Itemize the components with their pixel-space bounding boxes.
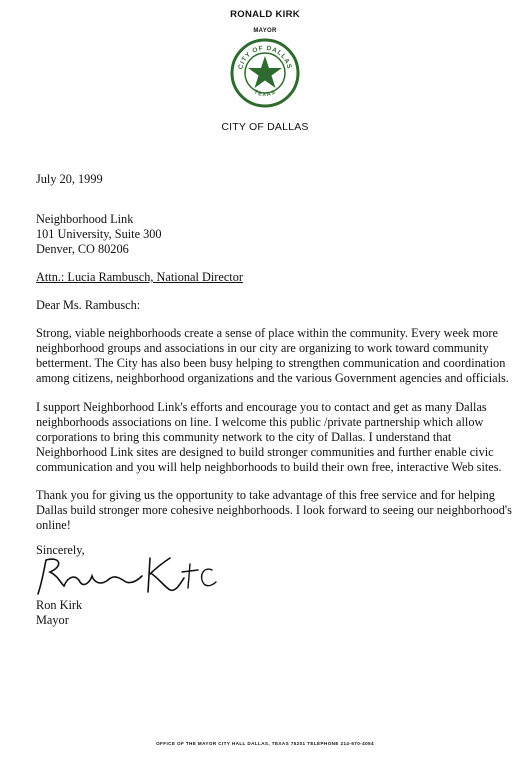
paragraph-line: Dallas build stronger more cohesive neighborhoods. I look forward to seeing our neighborhood's — [36, 503, 512, 517]
attention-line: Attn.: Lucia Rambusch, National Director — [36, 270, 243, 284]
paragraph-1 — [36, 326, 509, 386]
seal-star-icon — [248, 56, 282, 88]
recipient-line: Neighborhood Link — [36, 212, 134, 226]
signer-name: Ron Kirk — [36, 598, 83, 612]
city-seal-icon — [230, 38, 300, 108]
paragraph-line: among citizens, neighborhood organizations and the various Government agencies and officials. — [36, 371, 509, 385]
paragraph-line: neighborhood groups and associations in our city are organizing to work toward community — [36, 341, 489, 355]
city-name: CITY OF DALLAS — [221, 121, 309, 133]
salutation: Dear Ms. Rambusch: — [36, 298, 141, 312]
mayor-title: MAYOR — [253, 28, 277, 34]
closing: Sincerely, — [36, 543, 85, 557]
paragraph-3 — [36, 488, 512, 533]
seal-text-bottom: TEXAS — [252, 89, 278, 99]
letterhead-footer: OFFICE OF THE MAYOR CITY HALL DALLAS, TEXAS 75201 TELEPHONE 214-670-4054 — [156, 741, 374, 746]
paragraph-2 — [36, 400, 506, 475]
paragraph-line: online! — [36, 518, 71, 532]
recipient-line: 101 University, Suite 300 — [36, 227, 162, 241]
svg-text:TEXAS — [253, 89, 277, 98]
signer-title: Mayor — [36, 613, 69, 627]
paragraph-line: betterment. The City has also been busy helping to strengthen communication and coordination — [36, 356, 506, 370]
letter-date: July 20, 1999 — [36, 172, 103, 186]
paragraph-line: Neighborhood Link sites are designed to build stronger communities and further enable civic — [36, 445, 494, 459]
paragraph-line: Strong, viable neighborhoods create a sense of place within the community. Every week more — [36, 326, 498, 340]
paragraph-line: Thank you for giving us the opportunity to take advantage of this free service and for helping — [36, 488, 495, 502]
mayor-name: RONALD KIRK — [230, 9, 300, 20]
seal-text-top: CITY OF DALLAS — [237, 44, 293, 71]
paragraph-line: neighborhoods associations on line. I welcome this public /private partnership which allow — [36, 415, 484, 429]
paragraph-line: I support Neighborhood Link's efforts and encourage you to contact and get as many Dallas — [36, 400, 487, 414]
handwritten-signature — [30, 552, 220, 602]
recipient-line: Denver, CO 80206 — [36, 242, 129, 256]
paragraph-line: communication and you will help neighborhoods to build their own free, interactive Web sites. — [36, 460, 502, 474]
paragraph-line: corporations to bring this community network to the city of Dallas. I understand that — [36, 430, 452, 444]
